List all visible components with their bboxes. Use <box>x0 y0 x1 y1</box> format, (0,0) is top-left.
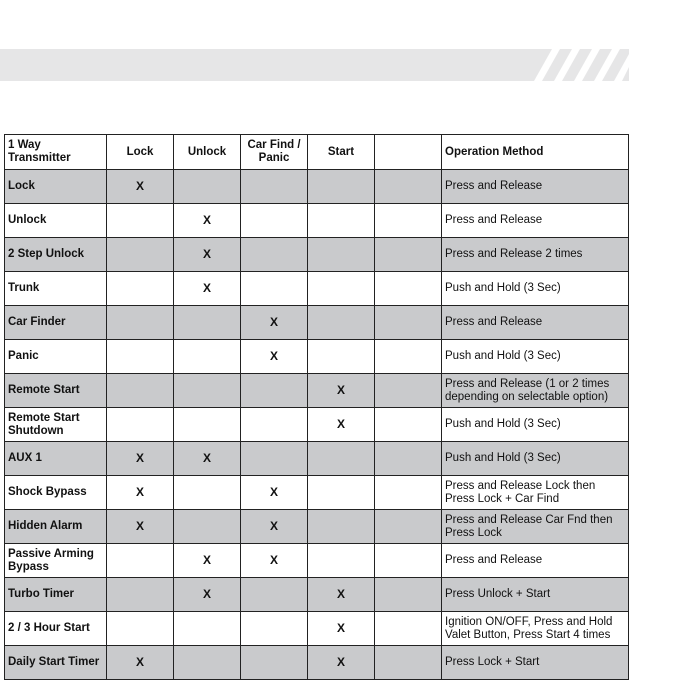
function-name-cell: AUX 1 <box>5 442 107 476</box>
column-header-car-find-panic: Car Find / Panic <box>241 135 308 170</box>
column-header-operation-method: Operation Method <box>442 135 629 170</box>
button-mark-cell <box>308 170 375 204</box>
button-mark-cell <box>375 442 442 476</box>
function-name-cell: Passive Arming Bypass <box>5 544 107 578</box>
button-mark-cell <box>107 306 174 340</box>
table-row <box>5 306 629 340</box>
button-mark-cell <box>308 340 375 374</box>
function-name-cell: Unlock <box>5 204 107 238</box>
function-name-cell: 2 Step Unlock <box>5 238 107 272</box>
table-row <box>5 272 629 306</box>
button-mark-cell: X <box>107 646 174 680</box>
table-row <box>5 238 629 272</box>
button-mark-cell: X <box>174 578 241 612</box>
button-mark-cell <box>107 340 174 374</box>
transmitter-operation-table <box>4 134 629 680</box>
button-mark-cell <box>107 238 174 272</box>
table-row <box>5 646 629 680</box>
operation-method-cell: Press and Release <box>442 170 629 204</box>
button-mark-cell: X <box>308 578 375 612</box>
table-row <box>5 340 629 374</box>
table-row <box>5 544 629 578</box>
table-row <box>5 204 629 238</box>
function-name-cell: Remote Start <box>5 374 107 408</box>
button-mark-cell: X <box>241 340 308 374</box>
button-mark-cell <box>375 578 442 612</box>
table-row <box>5 578 629 612</box>
button-mark-cell: X <box>308 612 375 646</box>
button-mark-cell: X <box>174 238 241 272</box>
column-header-unlock: Unlock <box>174 135 241 170</box>
button-mark-cell <box>241 612 308 646</box>
button-mark-cell: X <box>107 476 174 510</box>
button-mark-cell <box>375 510 442 544</box>
button-mark-cell <box>107 204 174 238</box>
column-header-blank <box>375 135 442 170</box>
button-mark-cell: X <box>308 374 375 408</box>
button-mark-cell <box>241 170 308 204</box>
function-name-cell: Shock Bypass <box>5 476 107 510</box>
button-mark-cell <box>107 374 174 408</box>
table-row <box>5 374 629 408</box>
button-mark-cell: X <box>241 544 308 578</box>
column-header-lock: Lock <box>107 135 174 170</box>
button-mark-cell <box>174 170 241 204</box>
button-mark-cell <box>308 306 375 340</box>
button-mark-cell <box>308 510 375 544</box>
operation-method-cell: Push and Hold (3 Sec) <box>442 408 629 442</box>
button-mark-cell <box>174 340 241 374</box>
function-name-cell: 2 / 3 Hour Start <box>5 612 107 646</box>
button-mark-cell <box>107 612 174 646</box>
button-mark-cell <box>308 544 375 578</box>
button-mark-cell <box>174 408 241 442</box>
function-name-cell: Turbo Timer <box>5 578 107 612</box>
button-mark-cell <box>375 306 442 340</box>
operation-method-cell: Press and Release Car Fnd then Press Lock <box>442 510 629 544</box>
button-mark-cell <box>241 408 308 442</box>
function-name-cell: Remote Start Shutdown <box>5 408 107 442</box>
button-mark-cell <box>375 646 442 680</box>
table-row <box>5 408 629 442</box>
button-mark-cell: X <box>308 646 375 680</box>
operation-method-cell: Push and Hold (3 Sec) <box>442 272 629 306</box>
button-mark-cell <box>107 578 174 612</box>
button-mark-cell <box>375 544 442 578</box>
table-body <box>5 170 629 680</box>
button-mark-cell <box>174 476 241 510</box>
operation-method-cell: Ignition ON/OFF, Press and Hold Valet Button, Press Start 4 times <box>442 612 629 646</box>
button-mark-cell <box>107 544 174 578</box>
table-row <box>5 442 629 476</box>
button-mark-cell: X <box>174 272 241 306</box>
operation-method-cell: Press and Release (1 or 2 times depending on selectable option) <box>442 374 629 408</box>
function-name-cell: Hidden Alarm <box>5 510 107 544</box>
button-mark-cell: X <box>241 510 308 544</box>
operation-method-cell: Press and Release 2 times <box>442 238 629 272</box>
button-mark-cell: X <box>107 442 174 476</box>
button-mark-cell: X <box>107 170 174 204</box>
button-mark-cell <box>308 476 375 510</box>
function-name-cell: Daily Start Timer <box>5 646 107 680</box>
button-mark-cell: X <box>174 442 241 476</box>
operation-method-cell: Press and Release Lock then Press Lock + Car Find <box>442 476 629 510</box>
table-row <box>5 510 629 544</box>
button-mark-cell <box>375 374 442 408</box>
diagonal-stripes-decoration <box>530 49 629 81</box>
function-name-cell: Trunk <box>5 272 107 306</box>
button-mark-cell <box>375 612 442 646</box>
function-name-cell: Car Finder <box>5 306 107 340</box>
button-mark-cell <box>375 272 442 306</box>
button-mark-cell <box>241 646 308 680</box>
operation-method-cell: Press and Release <box>442 544 629 578</box>
button-mark-cell: X <box>241 476 308 510</box>
button-mark-cell: X <box>241 306 308 340</box>
button-mark-cell: X <box>174 204 241 238</box>
button-mark-cell <box>375 238 442 272</box>
button-mark-cell <box>241 578 308 612</box>
button-mark-cell <box>241 238 308 272</box>
operation-method-cell: Press Lock + Start <box>442 646 629 680</box>
button-mark-cell <box>375 204 442 238</box>
operation-method-cell: Press and Release <box>442 306 629 340</box>
button-mark-cell <box>174 374 241 408</box>
button-mark-cell <box>308 442 375 476</box>
table-row <box>5 476 629 510</box>
button-mark-cell <box>174 306 241 340</box>
button-mark-cell <box>174 646 241 680</box>
button-mark-cell <box>375 170 442 204</box>
button-mark-cell <box>308 238 375 272</box>
button-mark-cell <box>308 204 375 238</box>
button-mark-cell <box>241 272 308 306</box>
operation-method-cell: Push and Hold (3 Sec) <box>442 340 629 374</box>
button-mark-cell <box>241 374 308 408</box>
button-mark-cell: X <box>174 544 241 578</box>
column-header-transmitter: 1 Way Transmitter <box>5 135 107 170</box>
operation-method-cell: Push and Hold (3 Sec) <box>442 442 629 476</box>
button-mark-cell <box>107 272 174 306</box>
table-row <box>5 612 629 646</box>
button-mark-cell <box>375 476 442 510</box>
operation-method-cell: Press Unlock + Start <box>442 578 629 612</box>
table-header-row <box>5 135 629 170</box>
table-row <box>5 170 629 204</box>
function-name-cell: Lock <box>5 170 107 204</box>
button-mark-cell <box>241 442 308 476</box>
button-mark-cell <box>375 340 442 374</box>
button-mark-cell <box>174 612 241 646</box>
button-mark-cell: X <box>107 510 174 544</box>
button-mark-cell <box>174 510 241 544</box>
column-header-start: Start <box>308 135 375 170</box>
button-mark-cell <box>107 408 174 442</box>
function-name-cell: Panic <box>5 340 107 374</box>
button-mark-cell: X <box>308 408 375 442</box>
button-mark-cell <box>241 204 308 238</box>
operation-method-cell: Press and Release <box>442 204 629 238</box>
button-mark-cell <box>375 408 442 442</box>
button-mark-cell <box>308 272 375 306</box>
